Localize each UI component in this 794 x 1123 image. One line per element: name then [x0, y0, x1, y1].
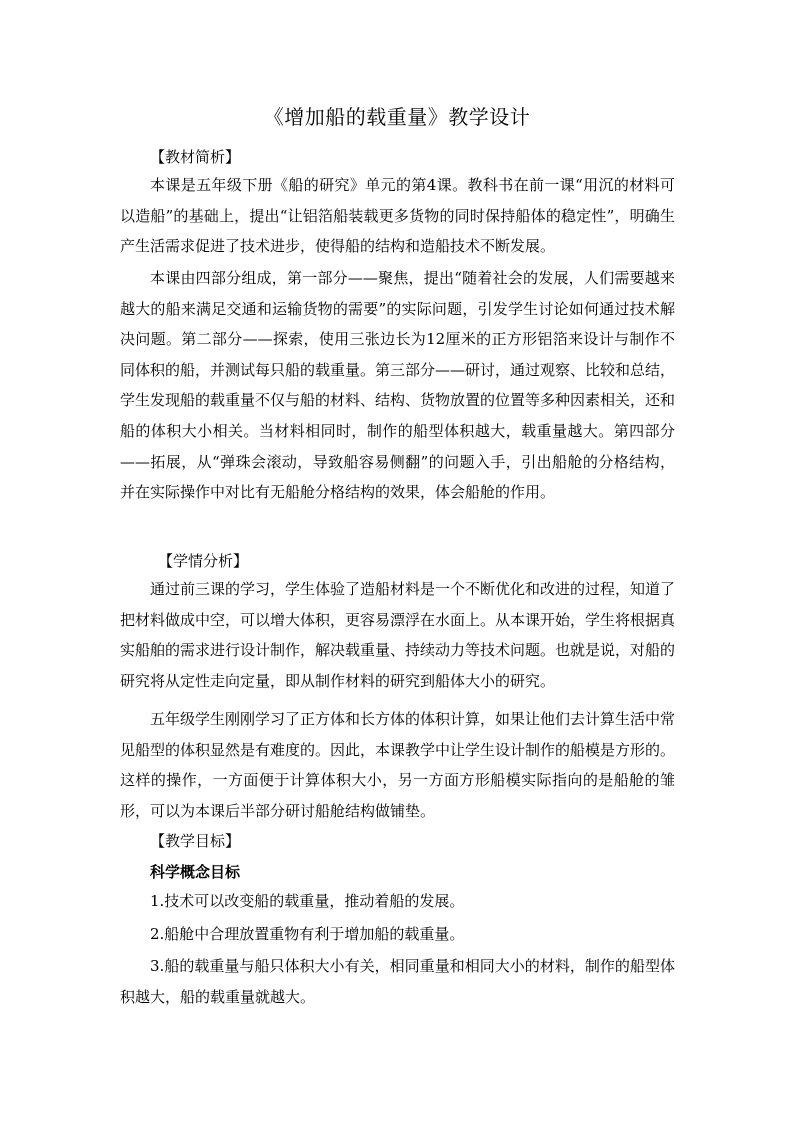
subheading-science-concept-goals: 科学概念目标 — [150, 863, 241, 881]
paragraph-textbook-intro: 本课是五年级下册《船的研究》单元的第4课。教科书在前一课“用沉的材料可以造船”的基础上，提出“让铝箔船装载更多货物的同时保持船体的稳定性”，明确生产生活需求促进了技术进步，使得船的结构和造船技术不断发展。 — [120, 176, 675, 256]
paragraph-student-ability: 五年级学生刚刚学习了正方体和长方体的体积计算，如果让他们去计算生活中常见船型的体积显然是有难度的。因此，本课教学中让学生设计制作的船模是方形的。这样的操作，一方面便于计算体积大小，另一方面方形船模实际指向的是船舱的雏形，可以为本课后半部分研讨船舱结构做铺垫。 — [120, 710, 676, 820]
section-heading-textbook-analysis: 【教材简析】 — [150, 148, 241, 166]
section-heading-student-analysis: 【学情分析】 — [158, 552, 249, 570]
section-heading-teaching-goals: 【教学目标】 — [150, 832, 241, 850]
goal-item-2: 2.船舱中合理放置重物有利于增加船的载重量。 — [150, 925, 465, 943]
document-title: 《增加船的载重量》教学设计 — [263, 105, 531, 129]
goal-item-1: 1.技术可以改变船的载重量，推动着船的发展。 — [150, 892, 465, 910]
paragraph-lesson-structure: 本课由四部分组成，第一部分——聚焦，提出“随着社会的发展，人们需要越来越大的船来满足交通和运输货物的需要”的实际问题，引发学生讨论如何通过技术解决问题。第二部分——探索，使用三张边长为12厘米的正方形铝箔来设计与制作不同体积的船，并测试每只船的载重量。第三部分——研讨，通过观察、比较和总结，学生发现船的载重量不仅与船的材料、结构、货物放置的位置等多种因素相关，还和船的体积大小相关。当材料相同时，制作的船型体积越大，载重量越大。第四部分——拓展，从“弹珠会滚动，导致船容易侧翻”的问题入手，引出船舱的分格结构，并在实际操作中对比有无船舱分格结构的效果，体会船舱的作用。 — [120, 269, 676, 502]
paragraph-student-experience: 通过前三课的学习，学生体验了造船材料是一个不断优化和改进的过程，知道了把材料做成中空，可以增大体积，更容易漂浮在水面上。从本课开始，学生将根据真实船舶的需求进行设计制作，解决载重量、持续动力等技术问题。也就是说，对船的研究将从定性走向定量，即从制作材料的研究到船体大小的研究。 — [120, 580, 676, 690]
goal-item-3: 3.船的载重量与船只体积大小有关，相同重量和相同大小的材料，制作的船型体积越大，船的载重量就越大。 — [120, 957, 675, 1006]
